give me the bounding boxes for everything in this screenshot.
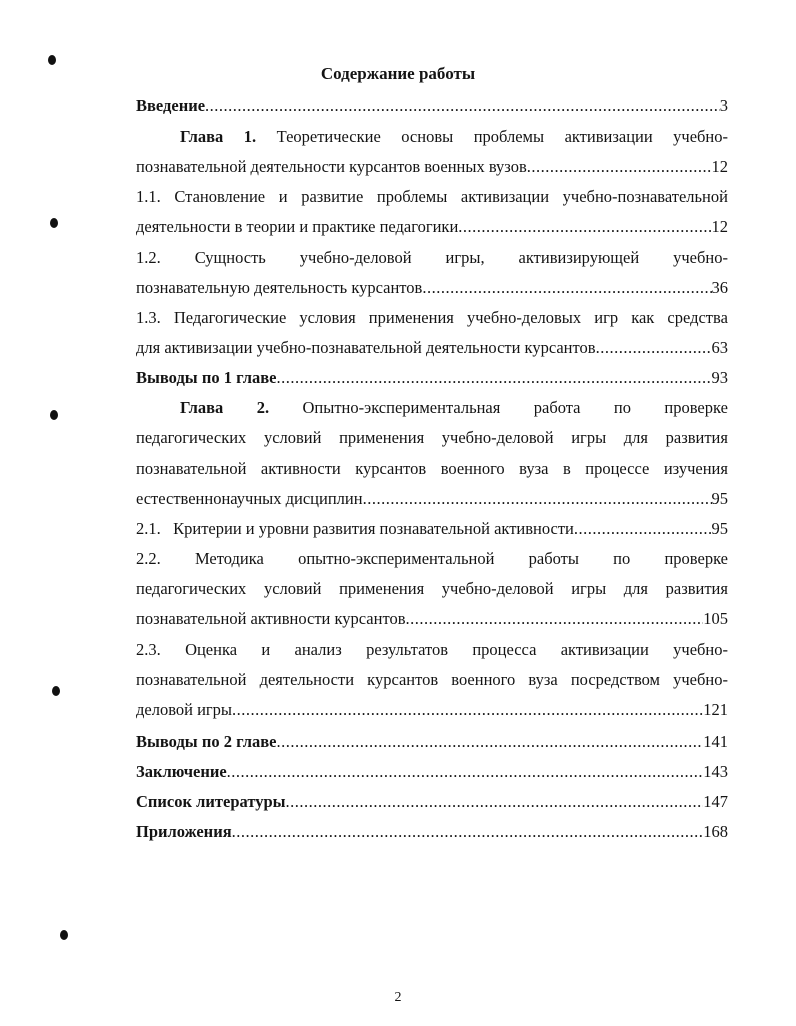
punch-mark <box>60 930 68 940</box>
toc-word: военного <box>451 670 516 689</box>
toc-page: 3 <box>719 96 728 115</box>
toc-word: проверке <box>664 549 728 568</box>
toc-leader <box>227 761 704 783</box>
toc-word: условий <box>263 428 322 447</box>
toc-label: Список литературы <box>136 792 286 811</box>
toc-word: 2.2. <box>136 549 161 568</box>
toc-label: естественнонаучных дисциплин <box>136 489 363 508</box>
toc-entry-chapter2-line4 <box>136 488 728 510</box>
toc-word: 1.1. <box>136 187 161 206</box>
toc-page: 12 <box>711 217 728 236</box>
toc-label: для активизации учебно-познавательной деятельности курсантов <box>136 338 596 357</box>
toc-word: 2. <box>256 398 270 417</box>
toc-label: Приложения <box>136 822 232 841</box>
toc-page: 63 <box>711 338 728 357</box>
toc-word: Глава <box>180 127 224 146</box>
toc-word: проверке <box>664 398 728 417</box>
toc-word: активизации <box>460 187 550 206</box>
toc-page: 95 <box>711 519 728 538</box>
toc-word: 1.2. <box>136 248 161 267</box>
toc-leader <box>422 277 711 299</box>
toc-word: игры, <box>445 248 485 267</box>
toc-entry-1-3-line1 <box>136 307 728 329</box>
toc-word: учебно-познавательной <box>562 187 728 206</box>
toc-entry-1-1-line1 <box>136 186 728 208</box>
toc-leader <box>276 367 711 389</box>
toc-entry-1-2-line1 <box>136 247 728 269</box>
toc-entry-conclusions-1 <box>136 367 728 389</box>
toc-word: деятельности <box>259 670 355 689</box>
toc-page: 105 <box>703 609 728 628</box>
toc-entry-chapter2-line3 <box>136 458 728 480</box>
toc-word: и <box>278 187 288 206</box>
toc-entry-chapter2-line2 <box>136 427 728 449</box>
toc-label: деятельности в теории и практике педагогики <box>136 217 459 236</box>
toc-page: 147 <box>703 792 728 811</box>
toc-page: 143 <box>703 762 728 781</box>
toc-word: вуза <box>519 459 549 478</box>
toc-word: учебно- <box>673 248 728 267</box>
toc-word: познавательной <box>136 670 247 689</box>
toc-leader <box>574 518 712 540</box>
toc-entry-2-2-line3 <box>136 608 728 630</box>
toc-word: Глава <box>180 398 224 417</box>
toc-word: проблемы <box>473 127 545 146</box>
toc-word: развитие <box>301 187 364 206</box>
toc-label: познавательной активности курсантов <box>136 609 406 628</box>
toc-entry-2-1 <box>136 518 728 540</box>
toc-word: Сущность <box>194 248 266 267</box>
toc-word: проблемы <box>376 187 448 206</box>
toc-page: 93 <box>711 368 728 387</box>
toc-word: развития <box>665 428 728 447</box>
toc-word: по <box>613 549 631 568</box>
toc-word: условия <box>299 308 356 327</box>
toc-entry-conclusions-2 <box>136 731 728 753</box>
toc-word: процесса <box>472 640 537 659</box>
toc-leader <box>232 821 704 843</box>
toc-label: 2.1. Критерии и уровни развития познавательной активности <box>136 519 574 538</box>
toc-word: Теоретические <box>276 127 381 146</box>
toc-label: деловой игры <box>136 700 233 719</box>
toc-entry-1-3-line2 <box>136 337 728 359</box>
toc-word: учебно-деловой <box>441 428 554 447</box>
toc-word: основы <box>401 127 454 146</box>
punch-mark <box>50 410 58 420</box>
toc-word: Опытно-экспериментальная <box>302 398 501 417</box>
toc-entry-chapter1-line1 <box>136 126 728 148</box>
toc-word: учебно-деловой <box>299 248 412 267</box>
toc-word: средства <box>667 308 728 327</box>
toc-word: педагогических <box>136 428 247 447</box>
toc-word: изучения <box>663 459 728 478</box>
toc-word: для <box>623 428 648 447</box>
toc-word: учебно- <box>673 670 728 689</box>
toc-label: Введение <box>136 96 206 115</box>
toc-entry-1-2-line2 <box>136 277 728 299</box>
toc-entry-2-2-line2 <box>136 578 728 600</box>
toc-entry-2-2-line1 <box>136 548 728 570</box>
toc-word: по <box>613 398 631 417</box>
toc-word: 2.3. <box>136 640 161 659</box>
toc-word: Становление <box>174 187 266 206</box>
toc-word: посредством <box>570 670 660 689</box>
toc-label: познавательную деятельность курсантов <box>136 278 423 297</box>
toc-entry-intro <box>136 95 728 117</box>
toc-word: игры <box>571 428 607 447</box>
toc-word: для <box>623 579 648 598</box>
toc-word: познавательной <box>136 459 247 478</box>
toc-page: 168 <box>703 822 728 841</box>
toc-entry-2-3-line3 <box>136 699 728 721</box>
toc-entry-conclusion <box>136 761 728 783</box>
toc-word: учебно-деловой <box>441 579 554 598</box>
toc-entry-2-3-line1 <box>136 639 728 661</box>
toc-word: анализ <box>294 640 342 659</box>
toc-word: в <box>562 459 571 478</box>
toc-word: военного <box>440 459 505 478</box>
toc-word: работа <box>533 398 581 417</box>
toc-word: активизации <box>560 640 649 659</box>
toc-leader <box>205 95 720 117</box>
toc-title: Содержание работы <box>320 64 476 83</box>
toc-entry-chapter2-line1 <box>136 397 728 419</box>
toc-leader <box>527 156 712 178</box>
toc-word: активизирующей <box>518 248 640 267</box>
toc-word: учебно- <box>673 127 728 146</box>
toc-word: курсантов <box>355 459 427 478</box>
toc-label: познавательной деятельности курсантов военных вузов <box>136 157 527 176</box>
toc-label: Выводы по 1 главе <box>136 368 277 387</box>
toc-page: 36 <box>711 278 728 297</box>
page-number: 2 <box>394 990 402 1005</box>
toc-leader <box>363 488 712 510</box>
toc-word: активизации <box>564 127 653 146</box>
toc-word: игр <box>594 308 619 327</box>
toc-word: вуза <box>528 670 558 689</box>
toc-word: Методика <box>194 549 264 568</box>
toc-word: курсантов <box>367 670 439 689</box>
toc-leader <box>286 791 704 813</box>
toc-word: развития <box>665 579 728 598</box>
toc-page: 95 <box>711 489 728 508</box>
toc-leader <box>232 699 703 721</box>
toc-word: учебно-деловых <box>466 308 582 327</box>
toc-label: Заключение <box>136 762 227 781</box>
toc-leader <box>458 216 711 238</box>
toc-page: 12 <box>711 157 728 176</box>
toc-word: педагогических <box>136 579 247 598</box>
toc-word: Оценка <box>185 640 238 659</box>
toc-word: как <box>631 308 655 327</box>
punch-mark <box>52 686 60 696</box>
toc-entry-appendix <box>136 821 728 843</box>
toc-word: применения <box>368 308 454 327</box>
toc-word: применения <box>339 428 425 447</box>
toc-word: 1.3. <box>136 308 161 327</box>
toc-label: Выводы по 2 главе <box>136 732 277 751</box>
toc-leader <box>276 731 703 753</box>
toc-word: опытно-экспериментальной <box>298 549 495 568</box>
toc-leader <box>405 608 703 630</box>
toc-word: работы <box>528 549 579 568</box>
toc-entry-2-3-line2 <box>136 669 728 691</box>
toc-word: учебно- <box>673 640 728 659</box>
toc-page: 121 <box>703 700 728 719</box>
toc-word: Педагогические <box>173 308 287 327</box>
toc-word: активности <box>260 459 341 478</box>
toc-word: результатов <box>366 640 449 659</box>
toc-entry-chapter1-line2 <box>136 156 728 178</box>
toc-entry-references <box>136 791 728 813</box>
toc-word: процессе <box>585 459 650 478</box>
toc-word: и <box>261 640 271 659</box>
toc-entry-1-1-line2 <box>136 216 728 238</box>
toc-leader <box>596 337 712 359</box>
toc-word: применения <box>339 579 425 598</box>
punch-mark <box>50 218 58 228</box>
toc-page: 141 <box>703 732 728 751</box>
toc-word: игры <box>571 579 607 598</box>
toc-word: 1. <box>243 127 257 146</box>
toc-word: условий <box>263 579 322 598</box>
